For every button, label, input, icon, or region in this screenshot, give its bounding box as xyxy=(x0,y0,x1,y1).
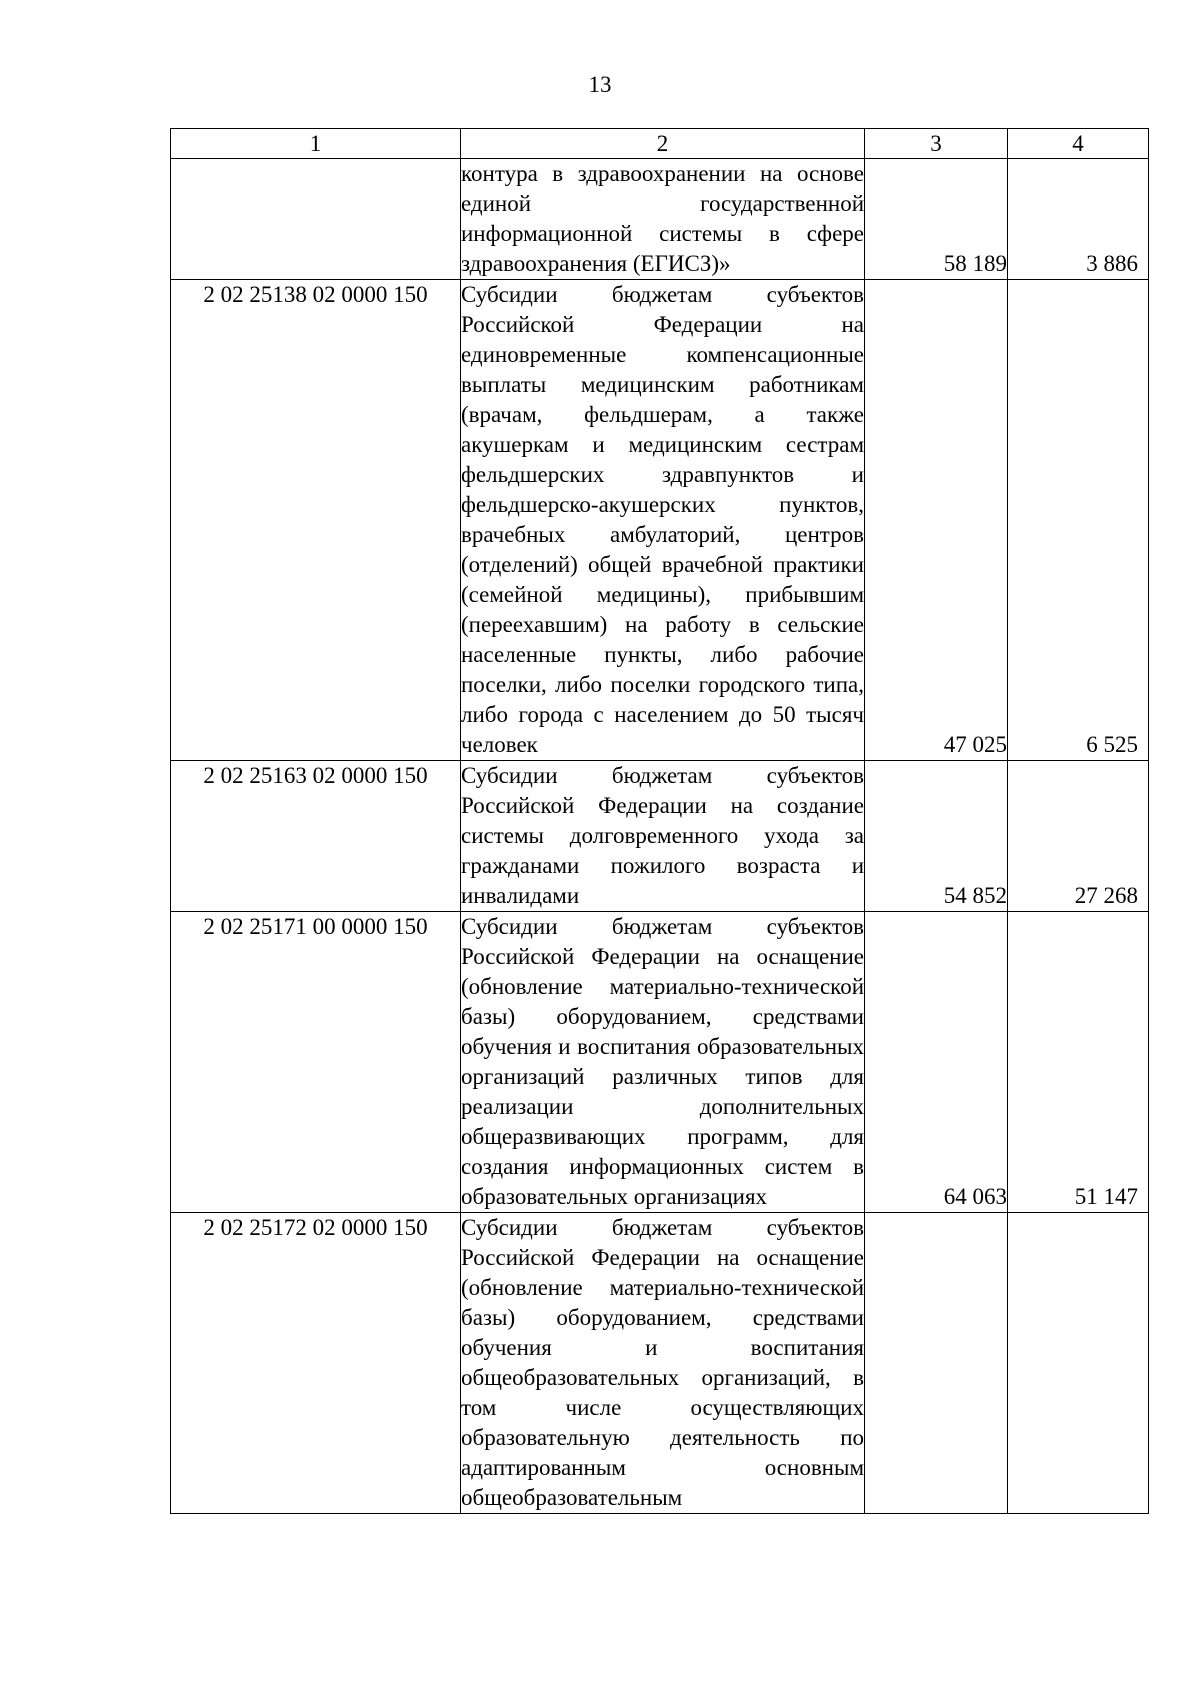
table-body xyxy=(171,159,1149,1514)
row-code: 2 02 25163 02 0000 150 xyxy=(171,761,461,912)
row-value-4: 3 886 xyxy=(1008,159,1149,280)
row-description: контура в здравоохранении на основе единой государственной информационной системы в сфере здравоохранения (ЕГИСЗ)» xyxy=(461,159,865,280)
row-code: 2 02 25171 00 0000 150 xyxy=(171,912,461,1213)
column-header-4: 4 xyxy=(1008,129,1149,159)
row-description: Субсидии бюджетам субъектов Российской Федерации на оснащение (обновление материально-технической базы) оборудованием, средствами обучения и воспитания общеобразовательных организаций, в том числе осуществляющих образовательную деятельность по адаптированным основным общеобразовательным xyxy=(461,1213,865,1514)
row-description: Субсидии бюджетам субъектов Российской Федерации на оснащение (обновление материально-технической базы) оборудованием, средствами обучения и воспитания образовательных организаций различных типов для реализации дополнительных общеразвивающих программ, для создания информационных систем в образовательных организациях xyxy=(461,912,865,1213)
table-header xyxy=(171,129,1149,159)
row-value-4: 6 525 xyxy=(1008,280,1149,761)
row-value-3: 64 063 xyxy=(865,912,1008,1213)
table-row xyxy=(171,280,1149,761)
row-value-3 xyxy=(865,1213,1008,1514)
budget-table xyxy=(170,128,1149,1514)
table-row xyxy=(171,912,1149,1213)
header-row xyxy=(171,129,1149,159)
row-value-4: 51 147 xyxy=(1008,912,1149,1213)
row-value-3: 54 852 xyxy=(865,761,1008,912)
table-row xyxy=(171,761,1149,912)
table-row xyxy=(171,1213,1149,1514)
row-value-3: 58 189 xyxy=(865,159,1008,280)
row-code: 2 02 25172 02 0000 150 xyxy=(171,1213,461,1514)
row-description: Субсидии бюджетам субъектов Российской Федерации на создание системы долговременного ухода за гражданами пожилого возраста и инвалидами xyxy=(461,761,865,912)
page-number: 13 xyxy=(588,72,612,97)
row-value-4: 27 268 xyxy=(1008,761,1149,912)
column-header-1: 1 xyxy=(171,129,461,159)
row-value-3: 47 025 xyxy=(865,280,1008,761)
table-row xyxy=(171,159,1149,280)
column-header-2: 2 xyxy=(461,129,865,159)
row-description: Субсидии бюджетам субъектов Российской Федерации на единовременные компенсационные выплаты медицинским работникам (врачам, фельдшерам, а также акушеркам и медицинским сестрам фельдшерских здравпунктов и фельдшерско-акушерских пунктов, врачебных амбулаторий, центров (отделений) общей врачебной практики (семейной медицины), прибывшим (переехавшим) на работу в сельские населенные пункты, либо рабочие поселки, либо поселки городского типа, либо города с населением до 50 тысяч человек xyxy=(461,280,865,761)
row-value-4 xyxy=(1008,1213,1149,1514)
column-header-3: 3 xyxy=(865,129,1008,159)
row-code: 2 02 25138 02 0000 150 xyxy=(171,280,461,761)
row-code xyxy=(171,159,461,280)
